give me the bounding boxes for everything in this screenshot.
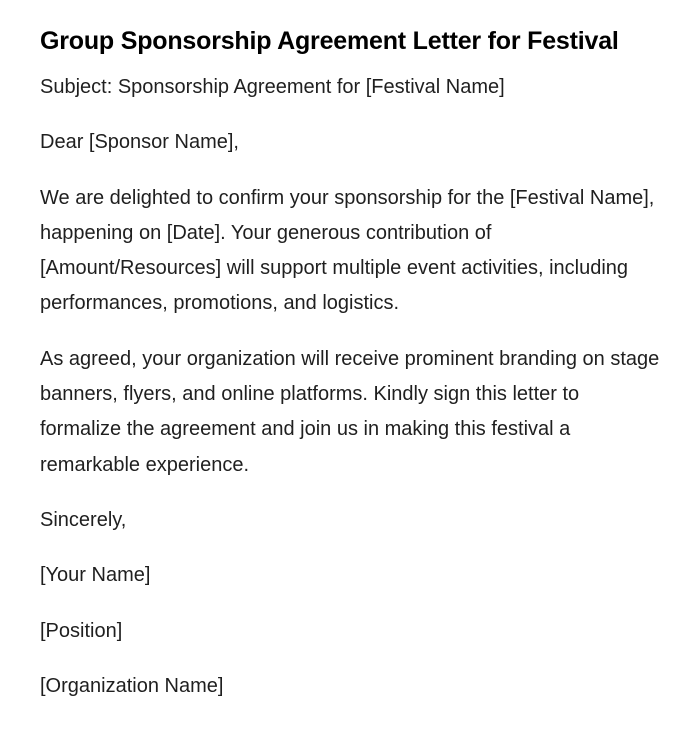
signer-position: [Position]: [40, 619, 123, 642]
body-paragraph-1: We are delighted to confirm your sponsorship for the [Festival Name], happening on [Date]. Your generous contribution of [Amount/Resources] will support multiple event activities, including performances, promotions, and logistics.: [40, 186, 655, 315]
closing: Sincerely,: [40, 508, 127, 531]
signer-name: [Your Name]: [40, 564, 151, 587]
subject-line: Subject: Sponsorship Agreement for [Festival Name]: [40, 76, 505, 98]
body-paragraph-2: As agreed, your organization will receive prominent branding on stage banners, flyers, and online platforms. Kindly sign this letter to formalize the agreement and join us in making this festival a remarkable experience.: [40, 347, 660, 476]
salutation: Dear [Sponsor Name],: [40, 131, 239, 154]
page-title: Group Sponsorship Agreement Letter for Festival: [40, 27, 619, 55]
signer-organization: [Organization Name]: [40, 674, 224, 697]
